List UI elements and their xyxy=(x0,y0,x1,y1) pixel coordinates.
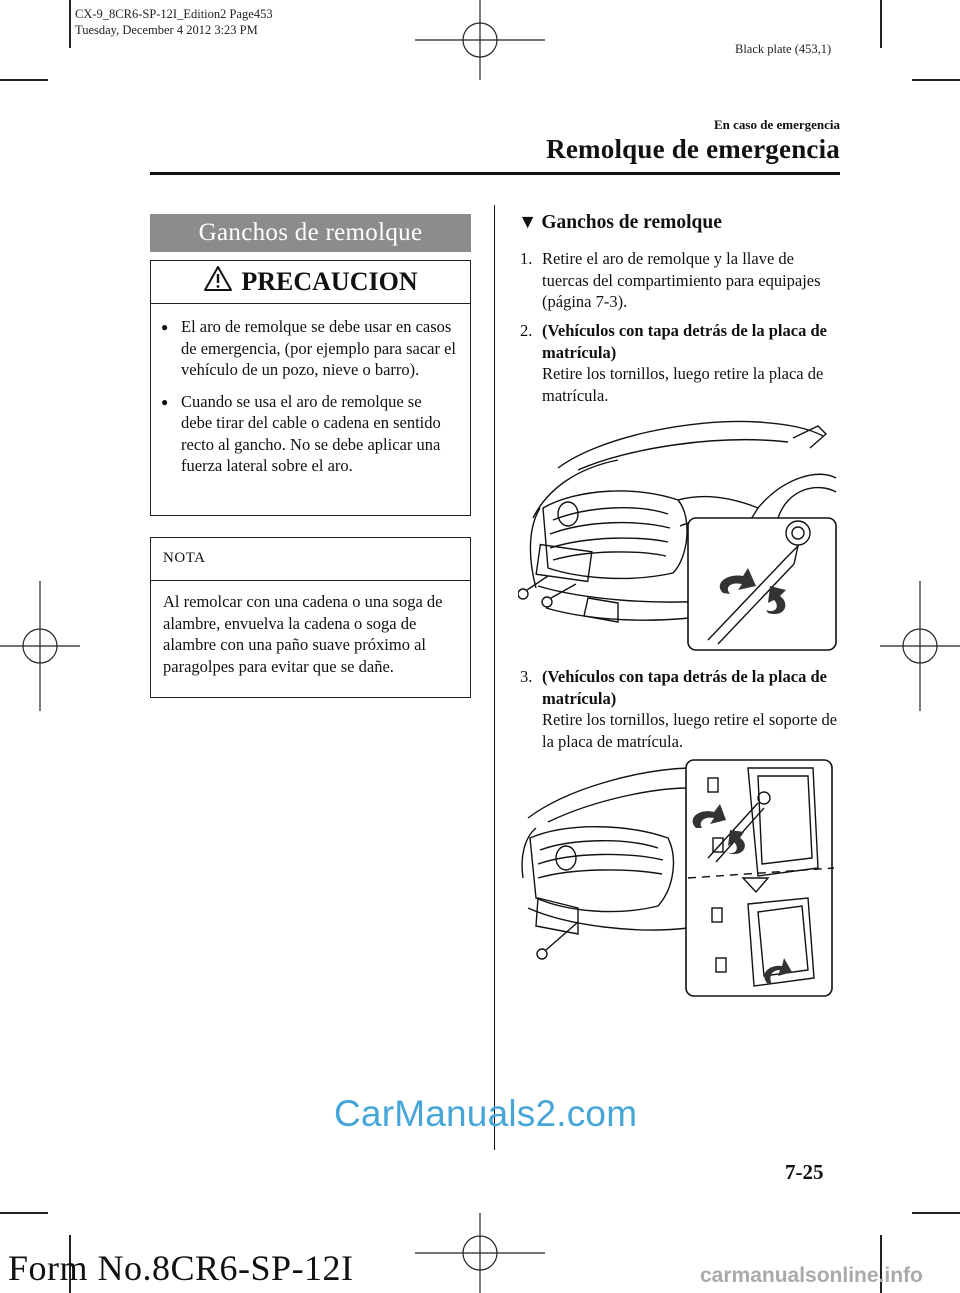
note-title: NOTA xyxy=(151,538,470,581)
step-condition: (Vehículos con tapa detrás de la placa de matrícula) xyxy=(542,321,827,362)
registration-mark-bottom xyxy=(415,1213,545,1293)
watermark-carmanuals2: CarManuals2.com xyxy=(334,1093,638,1134)
step-1 xyxy=(520,248,840,313)
warning-triangle-icon xyxy=(203,265,233,299)
caution-title: PRECAUCION xyxy=(241,267,418,296)
crop-mark xyxy=(0,1212,48,1214)
step-number: 2. xyxy=(520,321,533,340)
crop-mark xyxy=(0,79,48,81)
note-box xyxy=(150,537,471,698)
header-rule xyxy=(150,172,840,175)
illustration-remove-license-plate xyxy=(518,408,838,661)
black-plate-label: Black plate (453,1) xyxy=(735,42,832,56)
page-number: 7-25 xyxy=(785,1160,824,1184)
registration-mark-right xyxy=(880,581,960,711)
caution-list xyxy=(151,304,470,477)
note-text: Al remolcar con una cadena o una soga de alambre, envuelva la cadena o soga de alambre con una paño suave próximo al paragolpes para evitar que se dañe. xyxy=(163,592,443,676)
section-title: Remolque de emergencia xyxy=(546,134,840,164)
crop-mark xyxy=(912,79,960,81)
crop-mark xyxy=(69,0,71,48)
registration-mark-top xyxy=(415,0,545,80)
list-item xyxy=(161,391,456,477)
chapter-title: En caso de emergencia xyxy=(713,117,840,132)
step-2 xyxy=(520,320,840,406)
crop-mark xyxy=(880,0,882,48)
step-number: 3. xyxy=(520,667,533,686)
list-item xyxy=(161,316,456,381)
down-triangle-icon: ▼ xyxy=(518,212,538,233)
illustration-remove-plate-bracket xyxy=(518,758,834,1005)
print-job-line-1: CX-9_8CR6-SP-12I_Edition2 Page453 xyxy=(75,7,273,21)
step-text: Retire los tornillos, luego retire el soporte de la placa de matrícula. xyxy=(542,710,838,751)
crop-mark xyxy=(912,1212,960,1214)
bullet-icon: ● xyxy=(161,320,169,334)
subheading-text: Ganchos de remolque xyxy=(541,212,722,233)
print-job-line-2: Tuesday, December 4 2012 3:23 PM xyxy=(75,23,258,37)
caution-item-text: El aro de remolque se debe usar en casos de emergencia, (por ejemplo para sacar el vehículo de un pozo, nieve o barro). xyxy=(181,317,457,379)
step-condition: (Vehículos con tapa detrás de la placa de matrícula) xyxy=(542,667,827,708)
registration-mark-left xyxy=(0,581,80,711)
section-bar-title: Ganchos de remolque xyxy=(150,214,471,252)
step-text: Retire el aro de remolque y la llave de tuercas del compartimiento para equipajes (página 7-3). xyxy=(542,249,821,311)
step-3 xyxy=(520,666,840,752)
watermark-carmanualsonline: carmanualsonline.info xyxy=(700,1264,923,1287)
form-number: Form No.8CR6-SP-12I xyxy=(8,1248,354,1288)
caution-item-text: Cuando se usa el aro de remolque se debe tirar del cable o cadena en sentido recto al gancho. No se debe aplicar una fuerza lateral sobre el aro. xyxy=(181,391,441,475)
caution-header xyxy=(151,261,470,304)
caution-box xyxy=(150,260,471,516)
subheading xyxy=(518,212,722,234)
step-number: 1. xyxy=(520,249,533,268)
bullet-icon: ● xyxy=(161,394,169,409)
column-divider xyxy=(494,205,495,1150)
step-text: Retire los tornillos, luego retire la placa de matrícula. xyxy=(542,364,824,405)
